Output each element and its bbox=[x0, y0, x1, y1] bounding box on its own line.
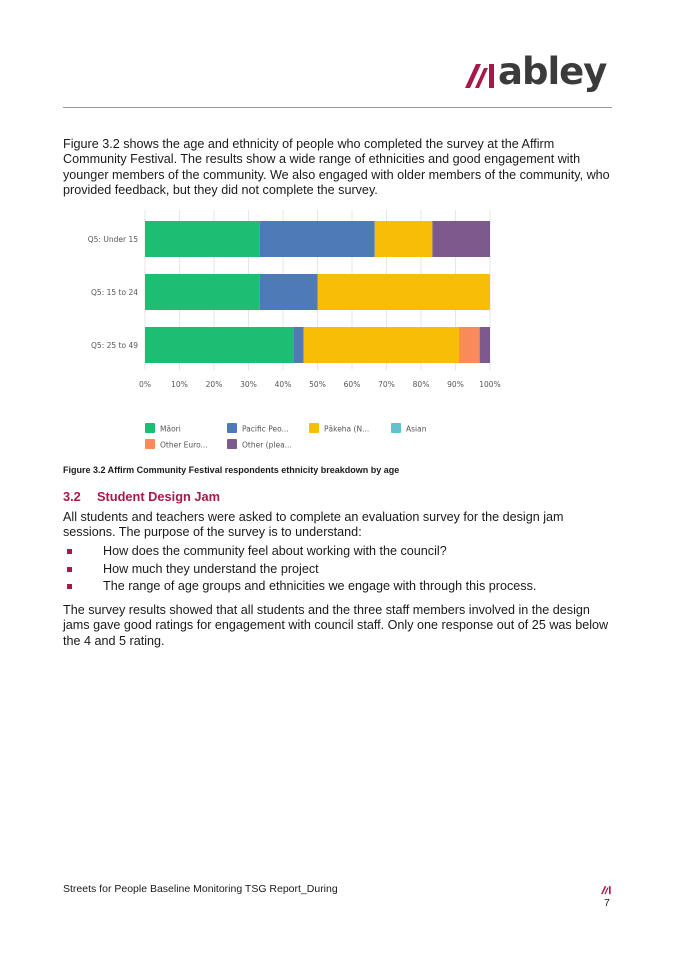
footer-report-title: Streets for People Baseline Monitoring TSG Report_During bbox=[63, 883, 338, 895]
y-category-label: Q5: Under 15 bbox=[87, 235, 138, 244]
bar-segment bbox=[260, 221, 375, 257]
legend-swatch bbox=[145, 439, 155, 449]
intro-paragraph: Figure 3.2 shows the age and ethnicity of people who completed the survey at the Affirm Community Festival. The results show a wide range of ethnicities and good engagement with younger members of the community. We also engaged with older members of the community, who provided feedback, but they did not complete the survey. bbox=[63, 137, 610, 197]
figure-caption: Figure 3.2 Affirm Community Festival respondents ethnicity breakdown by age bbox=[63, 465, 400, 475]
list-item: How much they understand the project bbox=[63, 561, 536, 579]
x-tick-label: 100% bbox=[479, 380, 501, 389]
legend-label: Asian bbox=[406, 424, 427, 434]
bar-segment bbox=[304, 327, 459, 363]
bar-segment bbox=[459, 327, 480, 363]
bullet-square-icon bbox=[67, 567, 72, 572]
logo-text: abley bbox=[498, 50, 607, 93]
legend-swatch bbox=[391, 423, 401, 433]
y-category-label: Q5: 25 to 49 bbox=[91, 341, 138, 350]
results-paragraph: The survey results showed that all students and the three staff members involved in the design jams gave good ratings for engagement with council staff. Only one response out of 25 was below the 4 and 5 rating. bbox=[63, 603, 609, 648]
list-item: How does the community feel about working with the council? bbox=[63, 543, 536, 561]
x-tick-label: 80% bbox=[412, 380, 430, 389]
legend-swatch bbox=[145, 423, 155, 433]
bar-segment bbox=[480, 327, 490, 363]
bar-segment bbox=[432, 221, 490, 257]
x-tick-label: 0% bbox=[139, 380, 151, 389]
bar-segment bbox=[145, 274, 260, 310]
abley-logo-mark-icon bbox=[462, 56, 498, 96]
legend-label: Other (plea... bbox=[242, 440, 292, 450]
list-item: The range of age groups and ethnicities we engage with through this process. bbox=[63, 578, 536, 596]
bar-segment bbox=[293, 327, 303, 363]
legend-swatch bbox=[309, 423, 319, 433]
abley-logo bbox=[462, 50, 612, 100]
x-tick-label: 10% bbox=[171, 380, 188, 389]
bar-segment bbox=[145, 327, 293, 363]
page-number: 7 bbox=[604, 897, 610, 909]
legend-swatch bbox=[227, 439, 237, 449]
x-tick-label: 30% bbox=[240, 380, 257, 389]
section-number: 3.2 bbox=[63, 489, 81, 504]
section-title: Student Design Jam bbox=[97, 489, 221, 504]
legend-label: Pākeha (N... bbox=[324, 424, 370, 434]
y-category-label: Q5: 15 to 24 bbox=[91, 288, 138, 297]
x-tick-label: 90% bbox=[447, 380, 464, 389]
section-heading bbox=[63, 489, 220, 504]
ethnicity-by-age-chart bbox=[78, 210, 508, 460]
x-tick-label: 40% bbox=[274, 380, 292, 389]
legend-label: Pacific Peo... bbox=[242, 424, 289, 434]
x-tick-label: 70% bbox=[378, 380, 395, 389]
x-tick-label: 20% bbox=[205, 380, 223, 389]
bullet-square-icon bbox=[67, 549, 72, 554]
design-jam-paragraph: All students and teachers were asked to complete an evaluation survey for the design jam sessions. The purpose of the survey is to understand: bbox=[63, 510, 564, 540]
bar-segment bbox=[318, 274, 491, 310]
legend-label: Māori bbox=[160, 424, 181, 434]
header-divider bbox=[63, 107, 612, 108]
bullet-square-icon bbox=[67, 584, 72, 589]
bar-segment bbox=[145, 221, 260, 257]
legend-label: Other Euro... bbox=[160, 440, 208, 450]
purpose-list bbox=[63, 543, 536, 596]
x-tick-label: 60% bbox=[343, 380, 361, 389]
bar-segment bbox=[375, 221, 433, 257]
bar-segment bbox=[260, 274, 318, 310]
legend-swatch bbox=[227, 423, 237, 433]
abley-mark-icon bbox=[600, 886, 612, 895]
x-tick-label: 50% bbox=[309, 380, 326, 389]
